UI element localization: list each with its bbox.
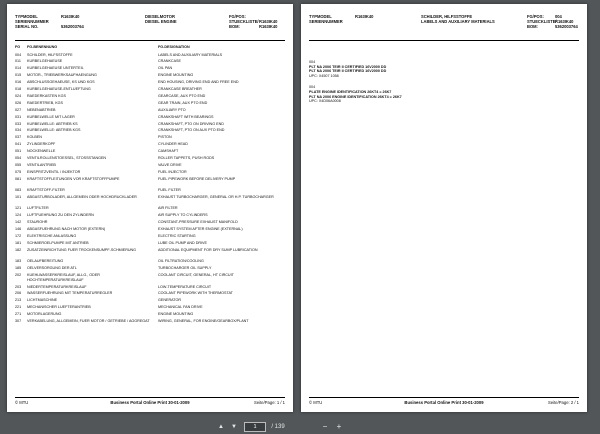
typ-value: R163IK40 <box>355 14 374 19</box>
row-english-text: FUEL FILTER <box>158 188 181 193</box>
row-english-text: END HOUSING, DRIVING END AND FREE END <box>158 80 239 85</box>
row-fg-number: 081 <box>15 176 22 181</box>
bom-label: BOM: <box>527 24 538 30</box>
row-english-text: COOLANT PIPEWORK WITH THERMOSTAT <box>158 291 233 296</box>
row-german-text: KRAFTSTOFF-FILTER <box>27 188 65 193</box>
part-pos: 004 <box>309 60 316 64</box>
row-fg-number: 221 <box>15 305 22 310</box>
serial-value: 5362003764 <box>61 24 84 30</box>
fg-label: FG/POS: <box>229 14 246 19</box>
row-german-text: KOLBEN <box>27 135 42 140</box>
row-english-text: AIR FILTER <box>158 206 178 211</box>
table-row <box>15 188 285 193</box>
zoom-out-button[interactable]: − <box>322 422 328 431</box>
viewer-toolbar <box>0 420 600 434</box>
row-german-text: MOTOR-, TRIEBWERKSAUFHAENGUNG <box>27 73 97 78</box>
row-german-text: ZUSATZEINRICHTUNG FUER TROCKENSUMPF-SCHMIERUNG <box>27 247 137 252</box>
table-row <box>15 101 285 106</box>
stk-value: R163IK40 <box>555 19 574 25</box>
row-fg-number: 075 <box>15 169 22 174</box>
footer-page-number: Seite/Page: 2 / 1 <box>548 400 579 405</box>
row-german-text: MECHANISCHER LUEFTERANTRIEB <box>27 305 91 310</box>
row-english-text: CYLINDER HEAD <box>158 142 188 147</box>
row-english-text: CAMSHAFT <box>158 149 179 154</box>
component-list <box>15 45 285 331</box>
row-fg-number: 146 <box>15 227 22 232</box>
table-row <box>15 319 285 328</box>
arrow-down-icon[interactable]: ▼ <box>231 424 237 430</box>
row-german-text: KRAFTSTOFFLEITUNGEN VOR KRAFTSTOFFPUMPE <box>27 176 120 181</box>
table-row <box>15 122 285 127</box>
row-german-text: RAEDERTRIEB, KGS <box>27 100 63 105</box>
row-german-text: ABGASFUEHRUNG NACH MOTOR (EXTERN) <box>27 227 106 232</box>
row-english-text: AIR SUPPLY TO CYLINDERS <box>158 213 208 218</box>
serial-label: SERIAL NO. <box>15 24 39 30</box>
table-row <box>15 156 285 161</box>
row-german-text: VERKABELUNG, ALLGEMEIN, FUER MOTOR / GETRIEBE / AGGREGAT <box>27 319 150 324</box>
row-german-text: NIEDERTEMPERATURKREISLAUF <box>27 284 87 289</box>
table-row <box>15 312 285 317</box>
row-english-text: ENGINE MOUNTING <box>158 312 194 317</box>
table-row <box>15 80 285 85</box>
row-german-text: EINSPRITZVENTIL / INJEKTOR <box>27 169 81 174</box>
list-header <box>15 45 285 50</box>
part-line: PLT NA 2006 ENGINE IDENTIFICATION 26KT4 = 26K7 <box>309 94 402 99</box>
table-row <box>15 128 285 133</box>
table-row <box>15 66 285 71</box>
row-english-text: TURBOCHARGER OIL SUPPLY <box>158 266 212 271</box>
desc-de: SCHILDER, HILFSSTOFFE <box>421 14 473 19</box>
row-english-text: PISTON <box>158 135 172 140</box>
table-row <box>15 73 285 78</box>
row-german-text: OELAUFBEREITUNG <box>27 259 64 264</box>
row-fg-number: 183 <box>15 259 22 264</box>
table-row <box>15 206 285 211</box>
row-fg-number: 182 <box>15 247 22 252</box>
row-german-text: MOTORLAGERUNG <box>27 312 62 317</box>
col-fg-designation: FG-DESIGNATION <box>158 45 190 49</box>
row-fg-number: 185 <box>15 266 22 271</box>
bom-label: BOM: <box>229 24 240 30</box>
table-row <box>15 291 285 296</box>
row-english-text: VALVE DRIVE <box>158 162 182 167</box>
part-upc: UPC: X4D06A0008 <box>309 99 341 104</box>
desc-en: LABELS AND AUXILIARY MATERIALS <box>421 19 495 25</box>
row-german-text: ABSCHLUSSGEHAEUSE, KS UND KGS <box>27 80 95 85</box>
row-fg-number: 015 <box>15 73 22 78</box>
row-english-text: FUEL PIPEWORK BEFORE DELIVERY PUMP <box>158 176 236 181</box>
row-fg-number: 004 <box>15 52 22 57</box>
part-line: PLT NA 2006 TEIR II CERTIFIED 16V2000 DD <box>309 69 387 74</box>
row-english-text: ELECTRIC STARTING <box>158 234 196 239</box>
row-english-text: GEARCASE, AUX PTO END <box>158 93 206 98</box>
row-english-text: MECHANICAL FAN DRIVE <box>158 305 203 310</box>
stk-label: STUECKLISTE/ <box>229 19 259 25</box>
row-english-text: GEAR TRAIN, AUX PTO END <box>158 100 208 105</box>
fg-value: 004 <box>555 14 562 19</box>
row-english-text: GENERATOR <box>158 298 182 303</box>
table-row <box>15 213 285 218</box>
row-english-text: LUBE OIL PUMP AND DRIVE <box>158 240 207 245</box>
document-page-2 <box>301 4 587 412</box>
row-english-text: AUXILIARY PTO <box>158 107 186 112</box>
row-fg-number: 206 <box>15 291 22 296</box>
part-block <box>309 60 579 78</box>
row-english-text: CRANKSHAFT, PTO ON AUX PTO END <box>158 128 225 133</box>
page-footer <box>309 397 579 406</box>
row-fg-number: 083 <box>15 188 22 193</box>
row-german-text: LUFTFUEHRUNG ZU DEN ZYLINDERN <box>27 213 94 218</box>
row-fg-number: 037 <box>15 135 22 140</box>
row-fg-number: 051 <box>15 149 22 154</box>
page-header <box>309 14 579 41</box>
row-fg-number: 202 <box>15 273 22 278</box>
table-row <box>15 234 285 239</box>
row-german-text: ABGASTURBOLADER, ALLGEMEIN ODER HOCHDRUCKLADER <box>27 195 137 199</box>
footer-copyright: © MTU <box>15 400 29 405</box>
row-fg-number: 027 <box>15 107 22 112</box>
row-german-text: SCHMIEROELPUMPE MIT ANTRIEB <box>27 240 89 245</box>
table-row <box>15 115 285 120</box>
row-fg-number: 271 <box>15 312 22 317</box>
table-row <box>15 266 285 271</box>
row-german-text: KURBELWELLE: ABTRIEB KS <box>27 121 78 126</box>
row-english-text: CRANKSHAFT, PTO ON DRIVING END <box>158 121 224 126</box>
page-footer <box>15 397 285 406</box>
row-german-text: VENTILROLLENSTOESSEL, STOSSSTANGEN <box>27 155 107 160</box>
row-fg-number: 203 <box>15 284 22 289</box>
table-row <box>15 170 285 175</box>
row-fg-number: 181 <box>15 240 22 245</box>
stk-label: STUECKLISTE/ <box>527 19 557 25</box>
row-english-text: LABELS AND AUXILIARY MATERIALS <box>158 52 223 57</box>
part-block <box>309 85 579 103</box>
row-german-text: KURBELWELLE: ABTRIEB KGS <box>27 128 81 133</box>
part-line: PLATE ENGINE IDENTIFICATION 26KT4 = 26K7 <box>309 89 392 94</box>
row-fg-number: 101 <box>15 195 22 199</box>
row-fg-number: 031 <box>15 114 22 119</box>
row-german-text: SCHILDER, HILFSSTOFFE <box>27 52 73 57</box>
part-blocks <box>309 60 579 111</box>
row-english-text: OIL PAN <box>158 66 173 71</box>
table-row <box>15 298 285 303</box>
row-english-text: ADDITIONAL EQUIPMENT FOR DRY SUMP LUBRICATION <box>158 247 258 252</box>
page-number-input[interactable]: 1 <box>244 422 266 432</box>
row-fg-number: 142 <box>15 220 22 225</box>
row-english-text: ROLLER TAPPETS, PUSH RODS <box>158 155 215 160</box>
arrow-up-icon[interactable]: ▲ <box>218 424 224 430</box>
document-page-1 <box>7 4 293 412</box>
row-fg-number: 016 <box>15 80 22 85</box>
table-row <box>15 241 285 246</box>
row-german-text: ELEKTRISCHE ANLASSUNG <box>27 234 77 239</box>
table-row <box>15 108 285 113</box>
row-english-text: EXHAUST TURBOCHARGER, GENERAL OR H.P. TURBOCHARGER <box>158 195 274 199</box>
col-fg: FG <box>15 45 21 49</box>
desc-de: DIESELMOTOR <box>145 14 175 19</box>
typ-label: TYPMODEL <box>309 14 332 19</box>
footer-copyright: © MTU <box>309 400 323 405</box>
table-row <box>15 135 285 140</box>
page-header <box>15 14 285 41</box>
row-english-text: CRANKCASE <box>158 59 181 64</box>
bom-value: 5362003764 <box>555 24 578 30</box>
row-fg-number: 033 <box>15 121 22 126</box>
row-fg-number: 054 <box>15 155 22 160</box>
table-row <box>15 305 285 310</box>
fg-label: FG/POS: <box>527 14 544 19</box>
table-row <box>15 259 285 264</box>
row-german-text: WASSERFUEHRUNG MIT TEMPERATURREGLER <box>27 291 113 296</box>
row-english-text: ENGINE MOUNTING <box>158 73 194 78</box>
table-row <box>15 149 285 154</box>
row-german-text: KURBELGEHAEUSE UNTERTEIL <box>27 66 84 71</box>
table-row <box>15 220 285 225</box>
table-row <box>15 87 285 92</box>
table-row <box>15 248 285 257</box>
zoom-in-button[interactable]: + <box>336 422 342 431</box>
page-total: / 139 <box>271 424 285 430</box>
row-german-text: VENTILANTRIEB <box>27 162 56 167</box>
desc-en: DIESEL ENGINE <box>145 19 177 25</box>
row-fg-number: 213 <box>15 298 22 303</box>
typ-value: R163IK40 <box>61 14 80 19</box>
row-german-text: NEBENABTRIEB <box>27 107 56 112</box>
row-fg-number: 307 <box>15 319 22 324</box>
row-german-text: KURBELGEHAEUSE <box>27 59 63 64</box>
footer-print-info: Business Portal Online Print 30-01-2009 <box>110 400 190 405</box>
row-fg-number: 172 <box>15 234 22 239</box>
table-row <box>15 285 285 290</box>
col-fg-benennung: FG-BENENNUNG <box>27 45 58 49</box>
row-fg-number: 055 <box>15 162 22 167</box>
row-fg-number: 018 <box>15 87 22 92</box>
table-row <box>15 94 285 99</box>
row-fg-number: 124 <box>15 213 22 218</box>
part-pos: 004 <box>309 85 316 90</box>
row-fg-number: 026 <box>15 100 22 105</box>
table-row <box>15 53 285 58</box>
part-upc: UPC: X4507 1058 <box>309 73 339 78</box>
table-row <box>15 163 285 168</box>
row-german-text: OELVERSORGUNG DER ATL <box>27 266 77 271</box>
row-fg-number: 121 <box>15 206 22 211</box>
row-german-text: KURBELGEHAEUSE-ENTLUEFTUNG <box>27 87 91 92</box>
footer-print-info: Business Portal Online Print 30-01-2009 <box>404 400 484 405</box>
row-fg-number: 011 <box>15 59 21 64</box>
row-german-text: ZYLINDERKOPF <box>27 142 56 147</box>
table-row <box>15 195 285 204</box>
table-row <box>15 227 285 232</box>
series-label: SERIENNUMMER <box>15 19 49 25</box>
typ-label: TYPMODEL <box>15 14 38 19</box>
row-fg-number: 014 <box>15 66 22 71</box>
row-english-text: EXHAUST SYSTEM AFTER ENGINE (EXTERNAL) <box>158 227 243 232</box>
table-row <box>15 177 285 186</box>
row-english-text: OIL FILTRATION/COOLING <box>158 259 204 264</box>
row-english-text: FUEL INJECTOR <box>158 169 187 174</box>
stk-value: R163IK40 <box>259 19 278 25</box>
row-german-text: RAEDERKASTEN KGS <box>27 93 66 98</box>
row-fg-number: 034 <box>15 128 22 133</box>
row-english-text: WIRING, GENERAL, FOR ENGINE/GEARBOX/PLANT <box>158 319 249 324</box>
part-line: PLT NA 2006 TEIR II CERTIFIED 16V2000 DD <box>309 64 387 69</box>
row-fg-number: 041 <box>15 142 22 147</box>
row-german-text: KUEHLWASSERKREISLAUF, ALLG., ODER HOCHTEMPERATURKREISLAUF <box>27 273 100 282</box>
row-english-text: CRANKCASE BREATHER <box>158 87 202 92</box>
row-german-text: NOCKENWELLE <box>27 149 56 154</box>
table-row <box>15 59 285 64</box>
row-german-text: LUFTFILTER <box>27 206 49 211</box>
table-row <box>15 142 285 147</box>
row-fg-number: 024 <box>15 93 22 98</box>
row-english-text: CRANKSHAFT WITH BEARINGS <box>158 114 214 119</box>
table-row <box>15 273 285 282</box>
row-english-text: LOW-TEMPERATURE CIRCUIT <box>158 284 212 289</box>
footer-page-number: Seite/Page: 1 / 1 <box>254 400 285 405</box>
row-english-text: COOLANT CIRCUIT, GENERAL, HT CIRCUIT <box>158 273 234 278</box>
row-english-text: CONSTANT-PRESSURE EXHAUST MANIFOLD <box>158 220 238 225</box>
series-label: SERIENNUMMER <box>309 19 343 25</box>
row-german-text: LICHTMASCHINE <box>27 298 58 303</box>
bom-value: R163IK40 <box>259 24 278 30</box>
row-german-text: KURBELWELLE MIT LAGER <box>27 114 75 119</box>
row-german-text: STAUROHR <box>27 220 48 225</box>
